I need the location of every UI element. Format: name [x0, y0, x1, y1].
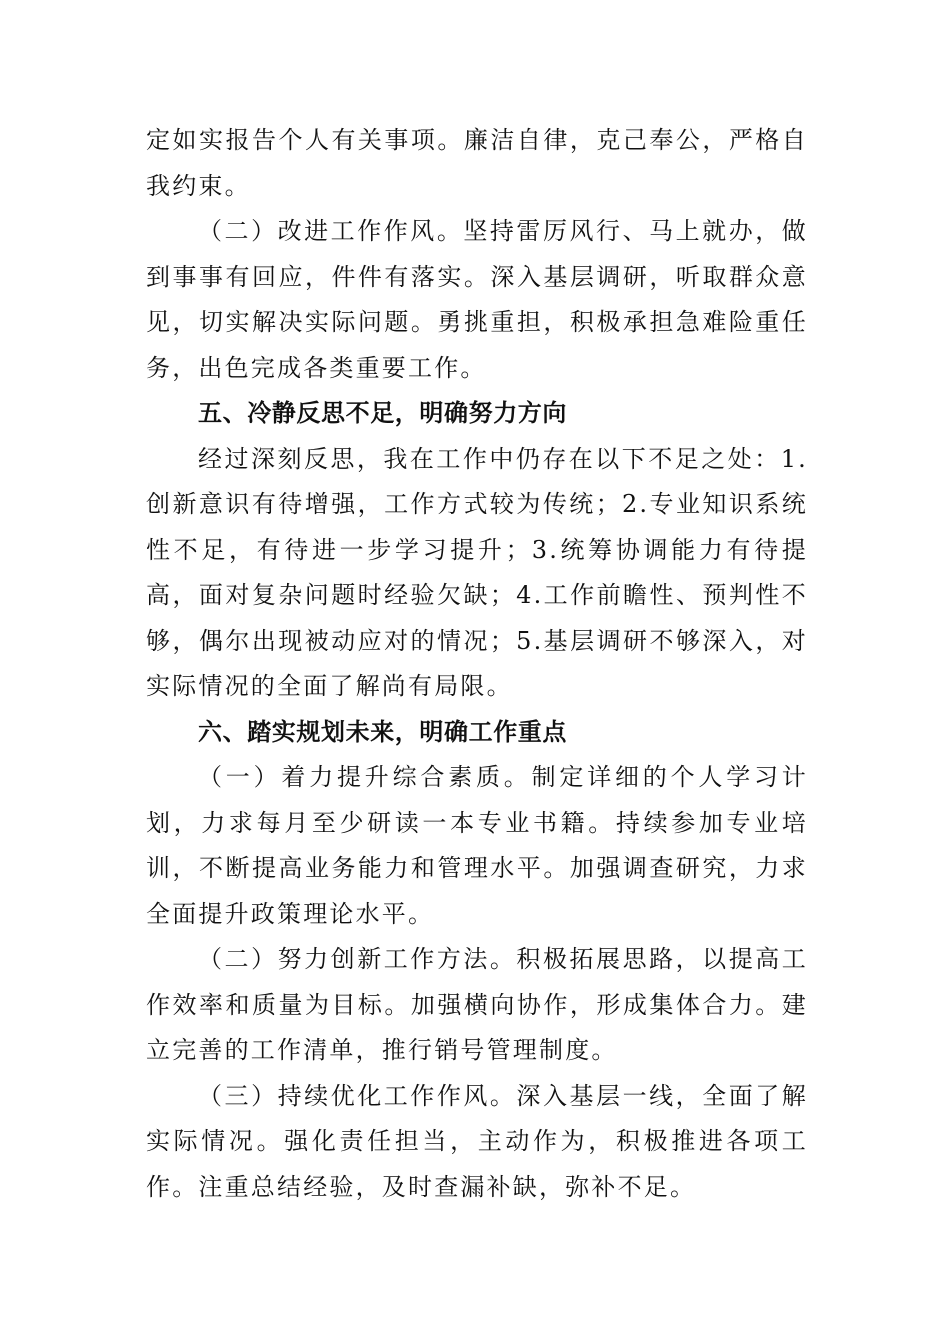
paragraph-shortcomings: 经过深刻反思，我在工作中仍存在以下不足之处：1.创新意识有待增强，工作方式较为传统；2.专业知识系统性不足，有待进一步学习提升；3.统筹协调能力有待提高，面对复杂问题时经验欠缺；4.工作前瞻性、预判性不够，偶尔出现被动应对的情况；5.基层调研不够深入，对实际情况的全面了解尚有局限。 [146, 444, 808, 700]
paragraph-improve-quality: （一）着力提升综合素质。制定详细的个人学习计划，力求每月至少研读一本专业书籍。持续参加专业培训，不断提高业务能力和管理水平。加强调查研究，力求全面提升政策理论水平。 [146, 763, 808, 928]
document-body [146, 118, 808, 1210]
paragraph-improve-work-style: （二）改进工作作风。坚持雷厉风行、马上就办，做到事事有回应，件件有落实。深入基层调研，听取群众意见，切实解决实际问题。勇挑重担，积极承担急难险重任务，出色完成各类重要工作。 [146, 217, 808, 382]
paragraph-innovate-methods: （二）努力创新工作方法。积极拓展思路，以提高工作效率和质量为目标。加强横向协作，形成集体合力。建立完善的工作清单，推行销号管理制度。 [146, 945, 808, 1064]
paragraph-continuation: 定如实报告个人有关事项。廉洁自律，克己奉公，严格自我约束。 [146, 126, 808, 200]
paragraph-optimize-style: （三）持续优化工作作风。深入基层一线，全面了解实际情况。强化责任担当，主动作为，积极推进各项工作。注重总结经验，及时查漏补缺，弥补不足。 [146, 1081, 808, 1201]
section-heading-five: 五、冷静反思不足，明确努力方向 [198, 399, 567, 427]
section-heading-six: 六、踏实规划未来，明确工作重点 [198, 717, 567, 746]
